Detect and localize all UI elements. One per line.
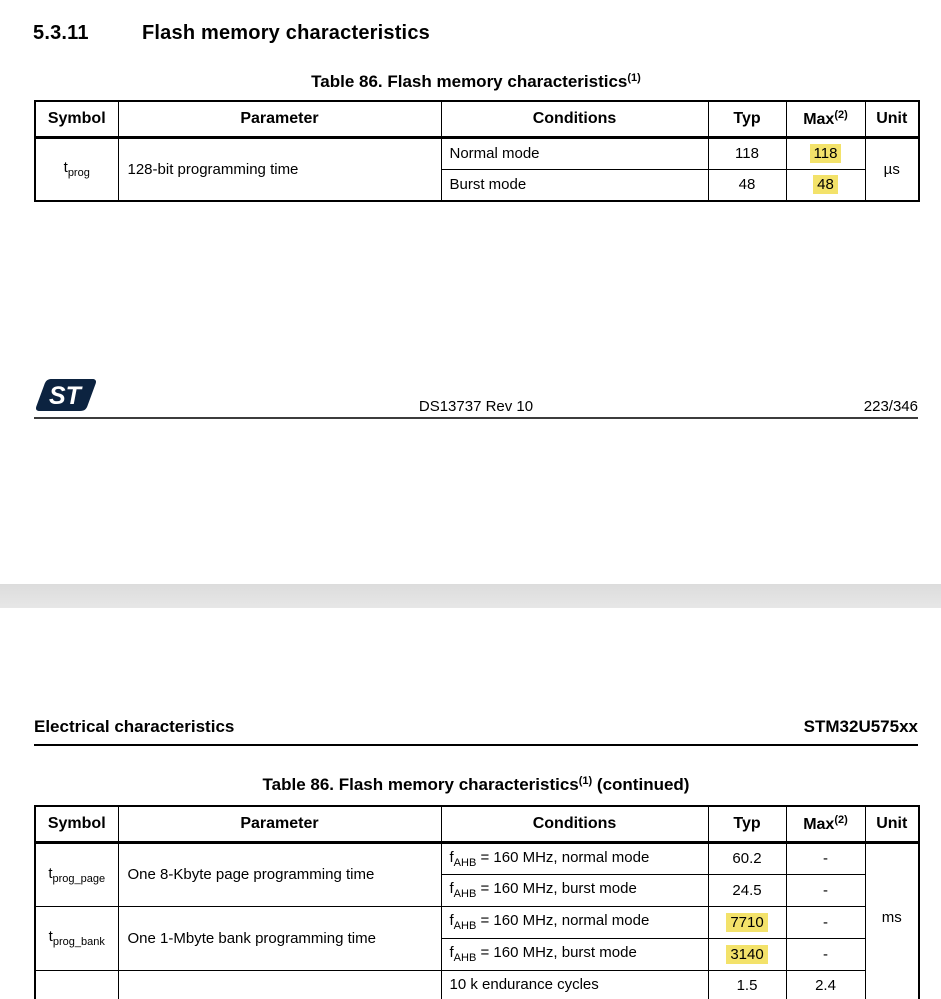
max-footnote-ref: (2) [834, 108, 848, 121]
table2-caption [34, 775, 918, 795]
page-gap-band [0, 584, 941, 608]
flash-characteristics-table-2 [34, 805, 920, 999]
chapter-header: Electrical characteristics [34, 717, 235, 736]
flash-characteristics-table-1 [34, 100, 920, 202]
table1-caption [34, 72, 918, 92]
table-row [35, 970, 919, 999]
max-cell: - [786, 842, 865, 874]
device-name-header: STM32U575xx [803, 717, 918, 736]
condition-cell: $f_{AHB} = 160$ MHz, normal mode [441, 842, 708, 874]
table-row [35, 906, 919, 938]
table-row [35, 137, 919, 169]
footer-doc-reference: DS13737 Rev 10 [418, 398, 534, 415]
symbol-cell-tprog-bank: $t_{prog\_bank}$ [35, 906, 118, 970]
max-cell: - [786, 874, 865, 906]
col-header-parameter: Parameter [118, 101, 441, 137]
table2-header-row [35, 806, 919, 842]
max-cell [786, 169, 865, 201]
condition-cell: 10 k endurance cycles [441, 970, 708, 999]
typ-cell: 60.2 [708, 842, 786, 874]
section-heading [33, 22, 430, 45]
col-header-conditions: Conditions [441, 101, 708, 137]
symbol-cell-tprog: $t_{prog}$ [35, 137, 118, 201]
col-header-unit: Unit [865, 806, 919, 842]
table2-caption-text: Table 86. Flash memory characteristics [262, 775, 579, 794]
typ-cell [708, 938, 786, 970]
highlighted-value: 48 [813, 175, 838, 194]
header-rule [34, 744, 918, 746]
parameter-cell: One 1-Mbyte bank programming time [118, 906, 441, 970]
highlighted-value: 3140 [726, 945, 767, 964]
typ-cell: 48 [708, 169, 786, 201]
table1-header-row [35, 101, 919, 137]
parameter-cell [118, 970, 441, 999]
typ-cell: 24.5 [708, 874, 786, 906]
col-header-unit: Unit [865, 101, 919, 137]
condition-cell: $f_{AHB} = 160$ MHz, burst mode [441, 874, 708, 906]
table1-caption-text: Table 86. Flash memory characteristics [311, 72, 628, 91]
footer-page-number: 223/346 [863, 398, 918, 415]
table1-caption-footnote: (1) [627, 72, 641, 84]
col-header-symbol: Symbol [35, 101, 118, 137]
highlighted-value: 7710 [726, 913, 767, 932]
table-row [35, 842, 919, 874]
unit-cell: ms [865, 842, 919, 999]
footer-rule [34, 417, 918, 419]
col-header-parameter: Parameter [118, 806, 441, 842]
col-header-conditions: Conditions [441, 806, 708, 842]
max-cell: 2.4 [786, 970, 865, 999]
condition-cell: Normal mode [441, 137, 708, 169]
section-title: Flash memory characteristics [142, 22, 430, 44]
parameter-cell: 128-bit programming time [118, 137, 441, 201]
typ-cell: 1.5 [708, 970, 786, 999]
table2-caption-suffix: (continued) [592, 775, 690, 794]
table2-caption-footnote: (1) [578, 775, 593, 787]
section-number: 5.3.11 [33, 22, 89, 44]
col-header-typ: Typ [708, 806, 786, 842]
parameter-cell: One 8-Kbyte page programming time [118, 842, 441, 906]
max-footnote-ref: (2) [834, 813, 848, 826]
symbol-cell [35, 970, 118, 999]
unit-cell: µs [865, 137, 919, 201]
condition-cell: $f_{AHB} = 160$ MHz, normal mode [441, 906, 708, 938]
symbol-cell-tprog-page: $t_{prog\_page}$ [35, 842, 118, 906]
max-cell [786, 137, 865, 169]
typ-cell: 118 [708, 137, 786, 169]
col-header-max: Max$^{(2)}$ [786, 101, 865, 137]
typ-cell [708, 906, 786, 938]
col-header-typ: Typ [708, 101, 786, 137]
condition-cell: $f_{AHB} = 160$ MHz, burst mode [441, 938, 708, 970]
max-cell: - [786, 938, 865, 970]
col-header-max: Max$^{(2)}$ [786, 806, 865, 842]
col-header-symbol: Symbol [35, 806, 118, 842]
max-cell: - [786, 906, 865, 938]
condition-cell: Burst mode [441, 169, 708, 201]
highlighted-value: 118 [810, 144, 842, 163]
svg-text:ST: ST [49, 382, 81, 410]
